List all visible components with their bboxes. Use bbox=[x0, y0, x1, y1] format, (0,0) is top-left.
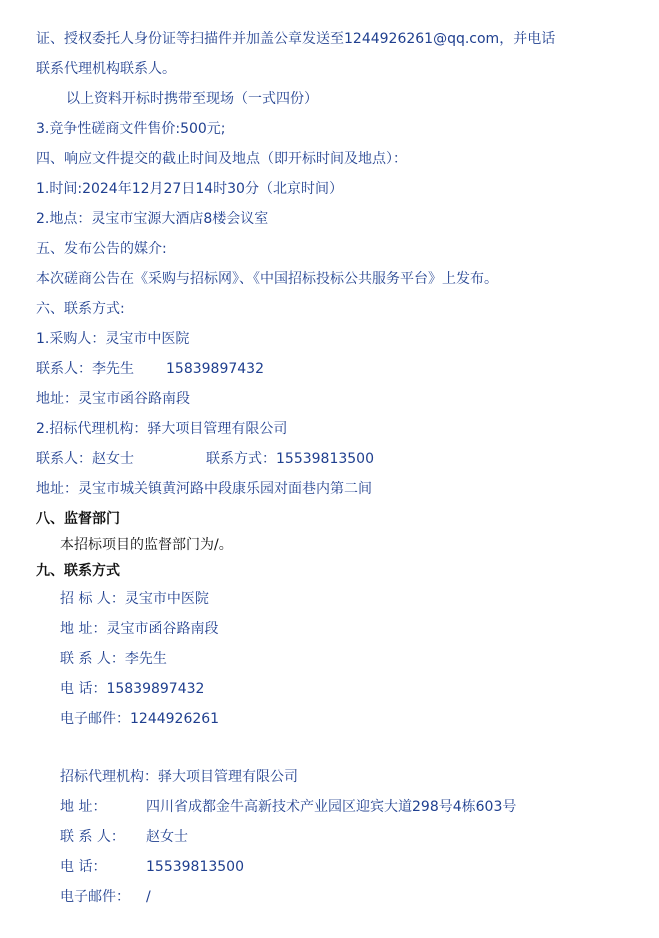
contact-person: 联系人：李先生 bbox=[36, 361, 134, 377]
text-line: 地址：灵宝市函谷路南段 bbox=[36, 391, 190, 407]
text-line: 联系代理机构联系人。 bbox=[36, 61, 176, 77]
text-line: 1.时间:2024年12月27日14时30分（北京时间） bbox=[36, 181, 343, 197]
contact-phone: 15839897432 bbox=[166, 361, 264, 377]
text-line: 本次磋商公告在《采购与招标网》、《中国招标投标公共服务平台》上发布。 bbox=[36, 271, 498, 287]
contact-field-value: 赵女士 bbox=[146, 829, 188, 845]
contact-person: 联系人：赵女士 bbox=[36, 451, 134, 467]
contact-field: 招 标 人：灵宝市中医院 bbox=[60, 591, 209, 607]
contact-field-value: 15539813500 bbox=[146, 859, 244, 875]
text-line: 证、授权委托人身份证等扫描件并加盖公章发送至1244926261@qq.com，并电话 bbox=[36, 31, 556, 47]
contact-field-label: 地 址： bbox=[60, 799, 107, 815]
text-line: 本招标项目的监督部门为/。 bbox=[60, 537, 233, 553]
section-heading: 四、响应文件提交的截止时间及地点（即开标时间及地点）： bbox=[36, 151, 407, 167]
contact-field: 电 话：15839897432 bbox=[60, 681, 205, 697]
contact-field-label: 联 系 人： bbox=[60, 829, 125, 845]
text-line: 2.招标代理机构：驿大项目管理有限公司 bbox=[36, 421, 288, 437]
contact-field: 联 系 人：李先生 bbox=[60, 651, 167, 667]
contact-field-value: 四川省成都金牛高新技术产业园区迎宾大道298号4栋603号 bbox=[146, 799, 517, 815]
text-line: 以上资料开标时携带至现场（一式四份） bbox=[66, 91, 318, 107]
text-line: 地址：灵宝市城关镇黄河路中段康乐园对面巷内第二间 bbox=[36, 481, 372, 497]
section-heading: 五、发布公告的媒介: bbox=[36, 241, 167, 257]
text-line: 1.采购人：灵宝市中医院 bbox=[36, 331, 190, 347]
section-heading: 九、联系方式 bbox=[36, 563, 120, 579]
text-line: 3.竞争性磋商文件售价:500元; bbox=[36, 121, 226, 137]
contact-field-label: 电子邮件： bbox=[60, 889, 130, 905]
contact-field-value: / bbox=[146, 889, 151, 905]
contact-field: 地 址：灵宝市函谷路南段 bbox=[60, 621, 219, 637]
section-heading: 八、监督部门 bbox=[36, 511, 120, 527]
contact-field: 电子邮件：1244926261 bbox=[60, 711, 220, 727]
text-line: 2.地点：灵宝市宝源大酒店8楼会议室 bbox=[36, 211, 269, 227]
contact-phone: 联系方式：15539813500 bbox=[206, 451, 374, 467]
section-heading: 六、联系方式: bbox=[36, 301, 125, 317]
contact-field: 招标代理机构：驿大项目管理有限公司 bbox=[60, 769, 298, 785]
contact-field-label: 电 话： bbox=[60, 859, 107, 875]
